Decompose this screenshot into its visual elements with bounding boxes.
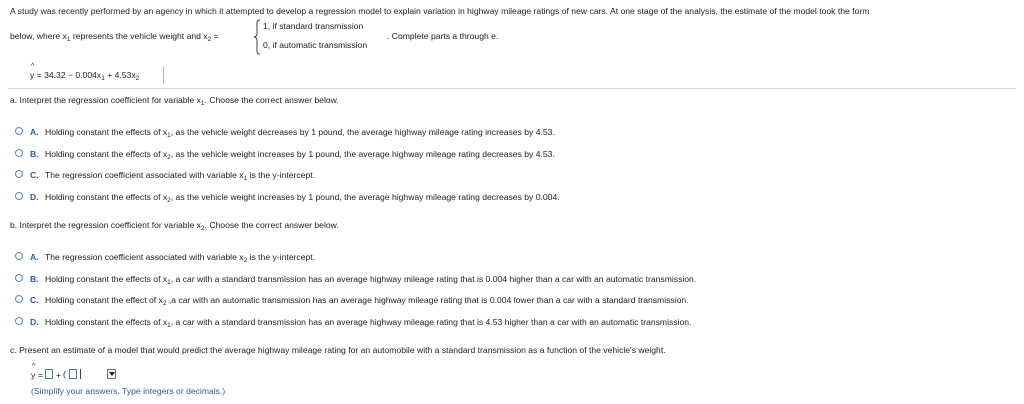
option-letter: C. [30,295,39,305]
part-b-question: b. Interpret the regression coefficient for variable $x_2$. Choose the correct answer below. [10,220,339,232]
option-text: The regression coefficient associated with variable $x_1$ is the y-intercept. [45,170,316,182]
radio-button[interactable] [15,295,23,303]
answer-hint: (Simplify your answers. Type integers or decimals.) [31,386,226,396]
variable-select[interactable] [107,369,116,379]
equation-text: + 4.53x [104,70,136,80]
equation-divider [163,66,164,84]
y-hat: ^ y [30,63,35,80]
divider [8,88,1016,89]
equation-text: = 34.32 − 0.004x [36,70,102,80]
intro-line-2-end: . Complete parts a through e. [387,31,499,41]
subscript: 2 [207,36,212,43]
option-text: The regression coefficient associated with variable $x_2$ is the y-intercept. [45,252,316,264]
intercept-input[interactable] [45,369,53,379]
option-letter: B. [30,149,39,159]
case-automatic: 0, if automatic transmission [263,40,368,50]
cursor-bar [80,369,81,379]
radio-button[interactable] [15,170,23,178]
coefficient-input[interactable] [69,369,77,379]
subscript: 1 [66,36,71,43]
chevron-down-icon [109,372,115,376]
intro-line-1: A study was recently performed by an agency in which it attempted to develop a regression model to explain variation in highway mileage ratings of new cars. At one stage of the analysis, the estimate of the model took the form [10,6,870,16]
option-text: Holding constant the effects of $x_1$, a car with a standard transmission has an average highway mileage rating that is 0.004 higher than a car with an automatic transmission. [45,274,697,286]
option-letter: C. [30,170,39,180]
option-text: Holding constant the effects of $x_2$, as the vehicle weight increases by 1 pound, the average highway mileage rating decreases by 0.004. [45,192,560,204]
intro-text: below, where x [10,31,67,41]
part-a-question: a. Interpret the regression coefficient for variable $x_1$. Choose the correct answer below. [10,95,339,107]
case-standard: 1, if standard transmission [263,21,364,31]
radio-button[interactable] [15,192,23,200]
intro-text: = [211,31,219,41]
y-hat: ^ y [31,363,36,380]
option-letter: B. [30,274,39,284]
option-letter: D. [30,192,39,202]
radio-button[interactable] [15,127,23,135]
option-letter: D. [30,317,39,327]
model-equation [30,63,140,82]
option-text: Holding constant the effects of $x_2$, as the vehicle weight increases by 1 pound, the average highway mileage rating decreases by 4.53. [45,149,555,161]
plus-sign: + [56,370,62,380]
subscript: 1 [101,75,105,82]
intro-text: represents the vehicle weight and x [70,31,208,41]
intro-line-2 [10,31,219,41]
radio-button[interactable] [15,274,23,282]
radio-button[interactable] [15,149,23,157]
radio-button[interactable] [15,317,23,325]
option-letter: A. [30,252,39,262]
open-paren: ( [63,369,66,379]
equals-sign: = [38,370,44,380]
option-letter: A. [30,127,39,137]
left-brace-icon [253,19,261,55]
subscript: 2 [135,75,140,82]
radio-button[interactable] [15,252,23,260]
option-text: Holding constant the effects of $x_1$, a car with a standard transmission has an average highway mileage rating that is 4.53 higher than a car with an automatic transmission. [45,317,692,329]
option-text: Holding constant the effects of $x_1$, as the vehicle weight decreases by 1 pound, the average highway mileage rating increases by 4.53. [45,127,555,139]
option-text: Holding constant the effect of $x_2$ ,a car with an automatic transmission has an average highway mileage rating that is 0.004 lower than a car with a standard transmission. [45,295,689,307]
part-c-question: c. Present an estimate of a model that would predict the average highway mileage rating for an automobile with a standard transmission as a function of the vehicle's weight. [10,345,666,355]
